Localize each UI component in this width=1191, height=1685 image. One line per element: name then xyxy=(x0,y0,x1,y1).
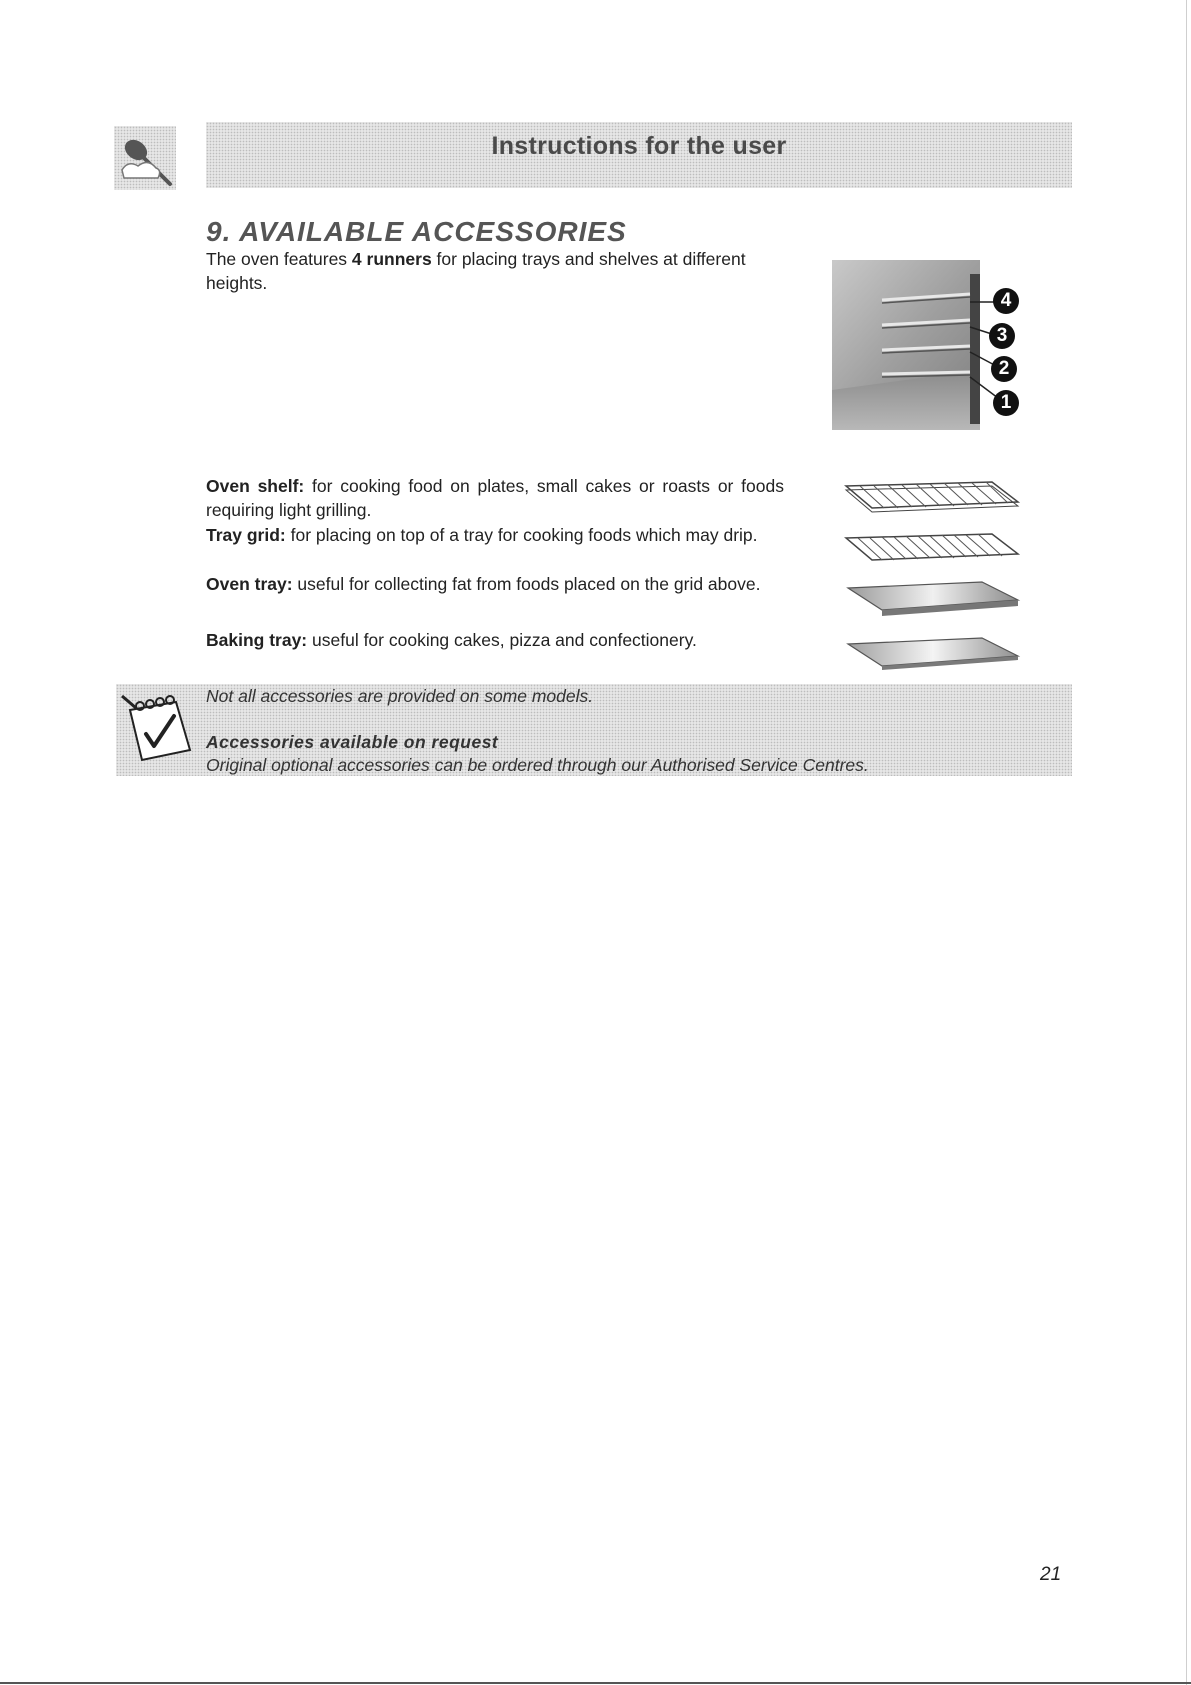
section-title: 9. AVAILABLE ACCESSORIES xyxy=(206,216,627,247)
note-line-2: Original optional accessories can be ordered through our Authorised Service Centres. xyxy=(206,755,869,775)
oven-shelf-label: Oven shelf: xyxy=(206,476,305,496)
page-number: 21 xyxy=(1040,1564,1062,1585)
intro-bold: 4 runners xyxy=(351,249,432,269)
header-title: Instructions for the user xyxy=(491,132,787,160)
notepad-check-icon xyxy=(116,688,200,768)
note-heading: Accessories available on request xyxy=(206,732,499,752)
oven-tray-icon xyxy=(842,578,1022,628)
baking-tray-label: Baking tray: xyxy=(206,630,308,650)
oven-shelf-text: for cooking food on plates, small cakes or roasts or foods requiring light grilling. xyxy=(206,476,784,520)
runner-number-4: 4 xyxy=(993,288,1019,314)
oven-shelf-icon xyxy=(842,478,1022,528)
right-edge-rule xyxy=(1186,0,1187,1685)
intro-prefix: The oven features xyxy=(206,249,352,269)
oven-tray-description xyxy=(206,572,784,596)
oven-tray-label: Oven tray: xyxy=(206,574,293,594)
oven-tray-text: useful for collecting fat from foods placed on the grid above. xyxy=(292,574,761,594)
oven-runners-image xyxy=(832,250,1026,440)
baking-tray-icon xyxy=(842,634,1022,684)
oven-shelf-description xyxy=(206,474,784,522)
tray-grid-text: for placing on top of a tray for cooking foods which may drip. xyxy=(285,525,758,545)
tray-grid-icon xyxy=(842,528,1022,578)
tray-grid-description xyxy=(206,523,784,547)
intro-suffix: for placing trays and shelves at different heights. xyxy=(206,249,746,293)
runner-number-3: 3 xyxy=(989,323,1015,349)
tray-grid-label: Tray grid: xyxy=(206,525,286,545)
runner-number-2: 2 xyxy=(991,356,1017,382)
runner-number-1: 1 xyxy=(993,390,1019,416)
baking-tray-description xyxy=(206,628,784,652)
bottom-edge-rule xyxy=(0,1682,1191,1684)
baking-tray-text: useful for cooking cakes, pizza and confectionery. xyxy=(307,630,697,650)
note-line-1: Not all accessories are provided on some models. xyxy=(206,686,594,706)
chef-spoon-icon xyxy=(114,126,176,190)
intro-paragraph xyxy=(206,247,784,295)
